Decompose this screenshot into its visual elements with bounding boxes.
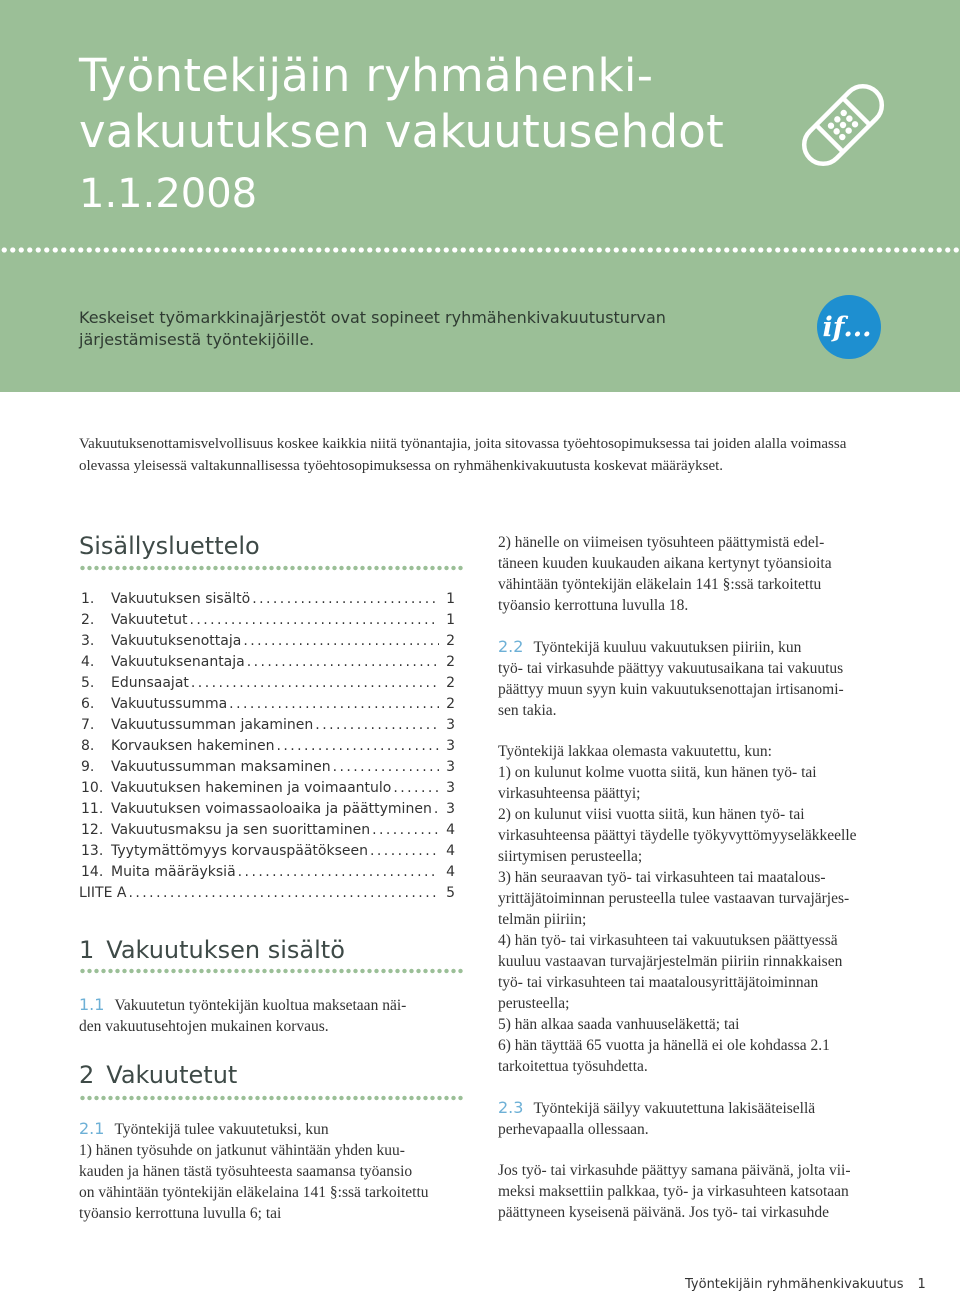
toc-entry-page: 1 bbox=[446, 591, 455, 607]
toc-leader-dots bbox=[393, 780, 439, 796]
toc-entry-number: 8. bbox=[81, 738, 95, 754]
paragraph-2-3 bbox=[498, 1097, 888, 1140]
toc-leader-dots bbox=[333, 759, 439, 775]
toc-leader-dots bbox=[372, 822, 439, 838]
text-line: päättyneen kyseisenä päivänä. Jos työ- tai virkasuhde bbox=[498, 1204, 829, 1221]
toc-leader-dots bbox=[189, 612, 439, 628]
toc-entry-page: 3 bbox=[446, 759, 455, 775]
toc-entry-title: Vakuutuksenantaja bbox=[111, 654, 245, 670]
text-line: yrittäjätoiminnan perusteella tulee vastaavan turvajärjes- bbox=[498, 890, 850, 907]
toc-entry[interactable] bbox=[79, 738, 455, 759]
paragraph-1-1 bbox=[79, 994, 464, 1037]
section-1-number: 1 bbox=[79, 936, 95, 964]
dotted-divider bbox=[0, 246, 960, 254]
text-line: 6) hän täyttää 65 vuotta ja hänellä ei ole kohdassa 2.1 bbox=[498, 1037, 830, 1054]
toc-entry-title: Vakuutussumman maksaminen bbox=[111, 759, 331, 775]
toc-entry-page: 1 bbox=[446, 612, 455, 628]
intro-paragraph: Vakuutuksenottamisvelvollisuus koskee kaikkia niitä työnantajia, joita sitovassa työehtosopimuksessa tai joiden alalla voimassa olevassa yleisessä valtakunnallisessa työehtosopimuksessa on ryhmähenkivakuutusta koskevat määräykset. bbox=[79, 436, 847, 474]
bandage-icon bbox=[788, 70, 898, 180]
toc-leader-dots bbox=[276, 738, 439, 754]
toc-entry-title: Vakuutussumma bbox=[111, 696, 228, 712]
text-line: 5) hän alkaa saada vanhuuseläkettä; tai bbox=[498, 1016, 740, 1033]
text-line: perhevapaalla ollessaan. bbox=[498, 1121, 649, 1138]
toc-entry[interactable] bbox=[79, 675, 455, 696]
toc-entry-page: 4 bbox=[446, 822, 455, 838]
toc-entry-title: Vakuutuksen voimassaoloaika ja päättyminen bbox=[111, 801, 432, 817]
toc-entry-page: 3 bbox=[446, 801, 455, 817]
if-logo bbox=[816, 294, 882, 360]
toc-leader-dots bbox=[128, 885, 439, 901]
lead-text bbox=[79, 307, 719, 351]
text-line: Jos työ- tai virkasuhde päättyy samana päivänä, jolta vii- bbox=[498, 1162, 851, 1179]
toc-divider bbox=[79, 565, 463, 571]
text-line: työ- tai virkasuhde päättyy vakuutusaikana tai vakuutus bbox=[498, 660, 844, 677]
text-line: virkasuhteensa päättyi täydelle työkyvyttömyyseläkkeelle bbox=[498, 827, 857, 844]
footer-title: Työntekijäin ryhmähenkivakuutus bbox=[685, 1277, 904, 1292]
title-line-2: vakuutuksen vakuutusehdot bbox=[79, 105, 725, 158]
text-line: päättyy muun syyn kuin vakuutuksenottajan irtisanomi- bbox=[498, 681, 844, 698]
section-2-divider bbox=[79, 1095, 463, 1101]
toc-leader-dots bbox=[191, 675, 439, 691]
toc-entry-number: 1. bbox=[81, 591, 95, 607]
title-line-1: Työntekijäin ryhmähenki- bbox=[79, 49, 654, 102]
text-line: Vakuutetun työntekijän kuoltua maksetaan näi- bbox=[114, 997, 407, 1014]
lead-line-1: Keskeiset työmarkkinajärjestöt ovat sopineet ryhmähenkivakuutusturvan bbox=[79, 308, 666, 327]
paragraph-number: 2.3 bbox=[498, 1098, 524, 1117]
section-2-number: 2 bbox=[79, 1061, 95, 1089]
text-line: Työntekijä kuuluu vakuutuksen piiriin, kun bbox=[533, 639, 802, 656]
toc-entry[interactable] bbox=[79, 612, 455, 633]
toc-entry-page: 4 bbox=[446, 864, 455, 880]
text-line: 2) hänelle on viimeisen työsuhteen päättymistä edel- bbox=[498, 534, 825, 551]
text-line: telmän piiriin; bbox=[498, 911, 587, 928]
toc-entry-page: 3 bbox=[446, 780, 455, 796]
paragraph-number: 2.2 bbox=[498, 637, 524, 656]
toc-entry[interactable] bbox=[79, 633, 455, 654]
logo-text: if... bbox=[822, 312, 872, 343]
toc-entry[interactable] bbox=[79, 864, 455, 885]
text-line: 2) on kulunut viisi vuotta siitä, kun hänen työ- tai bbox=[498, 806, 805, 823]
toc-entry[interactable] bbox=[79, 759, 455, 780]
toc-entry-number: 4. bbox=[81, 654, 95, 670]
toc-entry[interactable] bbox=[79, 780, 455, 801]
header-band bbox=[0, 0, 960, 392]
toc-leader-dots bbox=[370, 843, 439, 859]
toc-entry-title: LIITE A bbox=[79, 885, 127, 901]
toc-entry-title: Vakuutuksenottaja bbox=[111, 633, 242, 649]
text-line: kauden ja hänen tästä työsuhteesta saamansa työansio bbox=[79, 1163, 413, 1180]
text-line: kuuluu vastaavan turvajärjestelmän piiriin rinnakkaisen bbox=[498, 953, 843, 970]
toc-entry[interactable] bbox=[79, 717, 455, 738]
section-1-heading bbox=[79, 936, 345, 964]
toc-leader-dots bbox=[243, 633, 439, 649]
toc-entry-page: 2 bbox=[446, 654, 455, 670]
toc-entry-title: Edunsaajat bbox=[111, 675, 189, 691]
toc-heading: Sisällysluettelo bbox=[79, 532, 260, 560]
paragraph-2-2 bbox=[498, 636, 888, 721]
section-2-title: Vakuutetut bbox=[106, 1061, 238, 1089]
toc-leader-dots bbox=[247, 654, 439, 670]
toc-entry-title: Vakuutusmaksu ja sen suorittaminen bbox=[111, 822, 371, 838]
toc-entry-number: 9. bbox=[81, 759, 95, 775]
text-line: vähintään työntekijän eläkelain 141 §:ssä tarkoitettu bbox=[498, 576, 822, 593]
lead-line-2: järjestämisestä työntekijöille. bbox=[79, 330, 315, 349]
toc-entry-page: 5 bbox=[446, 885, 455, 901]
toc-leader-dots bbox=[252, 591, 439, 607]
toc-entry-title: Vakuutussumman jakaminen bbox=[111, 717, 314, 733]
toc-entry[interactable] bbox=[79, 696, 455, 717]
toc-entry[interactable] bbox=[79, 843, 455, 864]
text-line: täneen kuuden kuukauden aikana kertynyt työansioita bbox=[498, 555, 832, 572]
text-line: meksi maksettiin palkkaa, työ- ja virkasuhteen katsotaan bbox=[498, 1183, 849, 1200]
text-line: den vakuutusehtojen mukainen korvaus. bbox=[79, 1018, 329, 1035]
toc-entry-title: Vakuutetut bbox=[111, 612, 188, 628]
toc-leader-dots bbox=[238, 864, 439, 880]
toc-leader-dots bbox=[434, 801, 439, 817]
toc-entry-title: Muita määräyksiä bbox=[111, 864, 236, 880]
toc-entry-number: 2. bbox=[81, 612, 95, 628]
toc-entry-title: Korvauksen hakeminen bbox=[111, 738, 275, 754]
toc-entry-number: 12. bbox=[81, 822, 104, 838]
toc-leader-dots bbox=[315, 717, 439, 733]
toc-entry-number: 13. bbox=[81, 843, 104, 859]
text-line: on vähintään työntekijän eläkelaina 141 §:ssä tarkoitettu bbox=[79, 1184, 429, 1201]
text-line: 1) hänen työsuhde on jatkunut vähintään yhden kuu- bbox=[79, 1142, 405, 1159]
text-line: työ- tai virkasuhteen tai maatalousyrittäjätoiminnan bbox=[498, 974, 819, 991]
page-footer bbox=[685, 1277, 926, 1292]
document-date: 1.1.2008 bbox=[79, 171, 258, 217]
toc-entry-number: 10. bbox=[81, 780, 104, 796]
text-line: Työntekijä tulee vakuutetuksi, kun bbox=[114, 1121, 329, 1138]
text-line: tarkoitettua työsuhdetta. bbox=[498, 1058, 648, 1075]
text-line: perusteella; bbox=[498, 995, 570, 1012]
toc-entry-number: 5. bbox=[81, 675, 95, 691]
toc-entry-title: Vakuutuksen hakeminen ja voimaantulo bbox=[111, 780, 392, 796]
toc-entry[interactable] bbox=[79, 885, 455, 906]
toc-entry-page: 2 bbox=[446, 633, 455, 649]
toc-entry-title: Tyytymättömyys korvauspäätökseen bbox=[111, 843, 368, 859]
text-line: siirtymisen perusteella; bbox=[498, 848, 643, 865]
toc-leader-dots bbox=[229, 696, 439, 712]
toc-entry-title: Vakuutuksen sisältö bbox=[111, 591, 251, 607]
page-number: 1 bbox=[917, 1277, 926, 1292]
section-1-divider bbox=[79, 968, 463, 974]
toc-entry[interactable] bbox=[79, 654, 455, 675]
toc-entry-page: 4 bbox=[446, 843, 455, 859]
document-title bbox=[79, 48, 724, 160]
paragraph-number: 1.1 bbox=[79, 995, 105, 1014]
table-of-contents bbox=[79, 591, 455, 906]
paragraph-2-1 bbox=[79, 1118, 464, 1224]
section-2-heading bbox=[79, 1061, 237, 1089]
text-line: 1) on kulunut kolme vuotta siitä, kun hänen työ- tai bbox=[498, 764, 817, 781]
text-line: Työntekijä säilyy vakuutettuna lakisääteisellä bbox=[533, 1100, 816, 1117]
text-line: virkasuhteensa päättyi; bbox=[498, 785, 641, 802]
toc-entry-number: 3. bbox=[81, 633, 95, 649]
toc-entry-page: 2 bbox=[446, 696, 455, 712]
text-line: 3) hän seuraavan työ- tai virkasuhteen tai maatalous- bbox=[498, 869, 826, 886]
text-line: työansio kerrottuna luvulla 6; tai bbox=[79, 1205, 282, 1222]
paragraph-2-1-cont bbox=[498, 532, 888, 616]
text-line: 4) hän työ- tai virkasuhteen tai vakuutuksen päättyessä bbox=[498, 932, 838, 949]
toc-entry-number: 14. bbox=[81, 864, 104, 880]
toc-entry[interactable] bbox=[79, 801, 455, 822]
toc-entry-number: 6. bbox=[81, 696, 95, 712]
text-line: työansio kerrottuna luvulla 18. bbox=[498, 597, 689, 614]
toc-entry-number: 7. bbox=[81, 717, 95, 733]
toc-entry[interactable] bbox=[79, 591, 455, 612]
text-line: Työntekijä lakkaa olemasta vakuutettu, kun: bbox=[498, 743, 772, 760]
toc-entry-number: 11. bbox=[81, 801, 104, 817]
toc-entry-page: 2 bbox=[446, 675, 455, 691]
paragraph-number: 2.1 bbox=[79, 1119, 105, 1138]
toc-entry[interactable] bbox=[79, 822, 455, 843]
toc-entry-page: 3 bbox=[446, 717, 455, 733]
same-day-paragraph bbox=[498, 1160, 888, 1223]
toc-entry-page: 3 bbox=[446, 738, 455, 754]
text-line: sen takia. bbox=[498, 702, 557, 719]
section-1-title: Vakuutuksen sisältö bbox=[106, 936, 345, 964]
termination-conditions bbox=[498, 741, 888, 1077]
